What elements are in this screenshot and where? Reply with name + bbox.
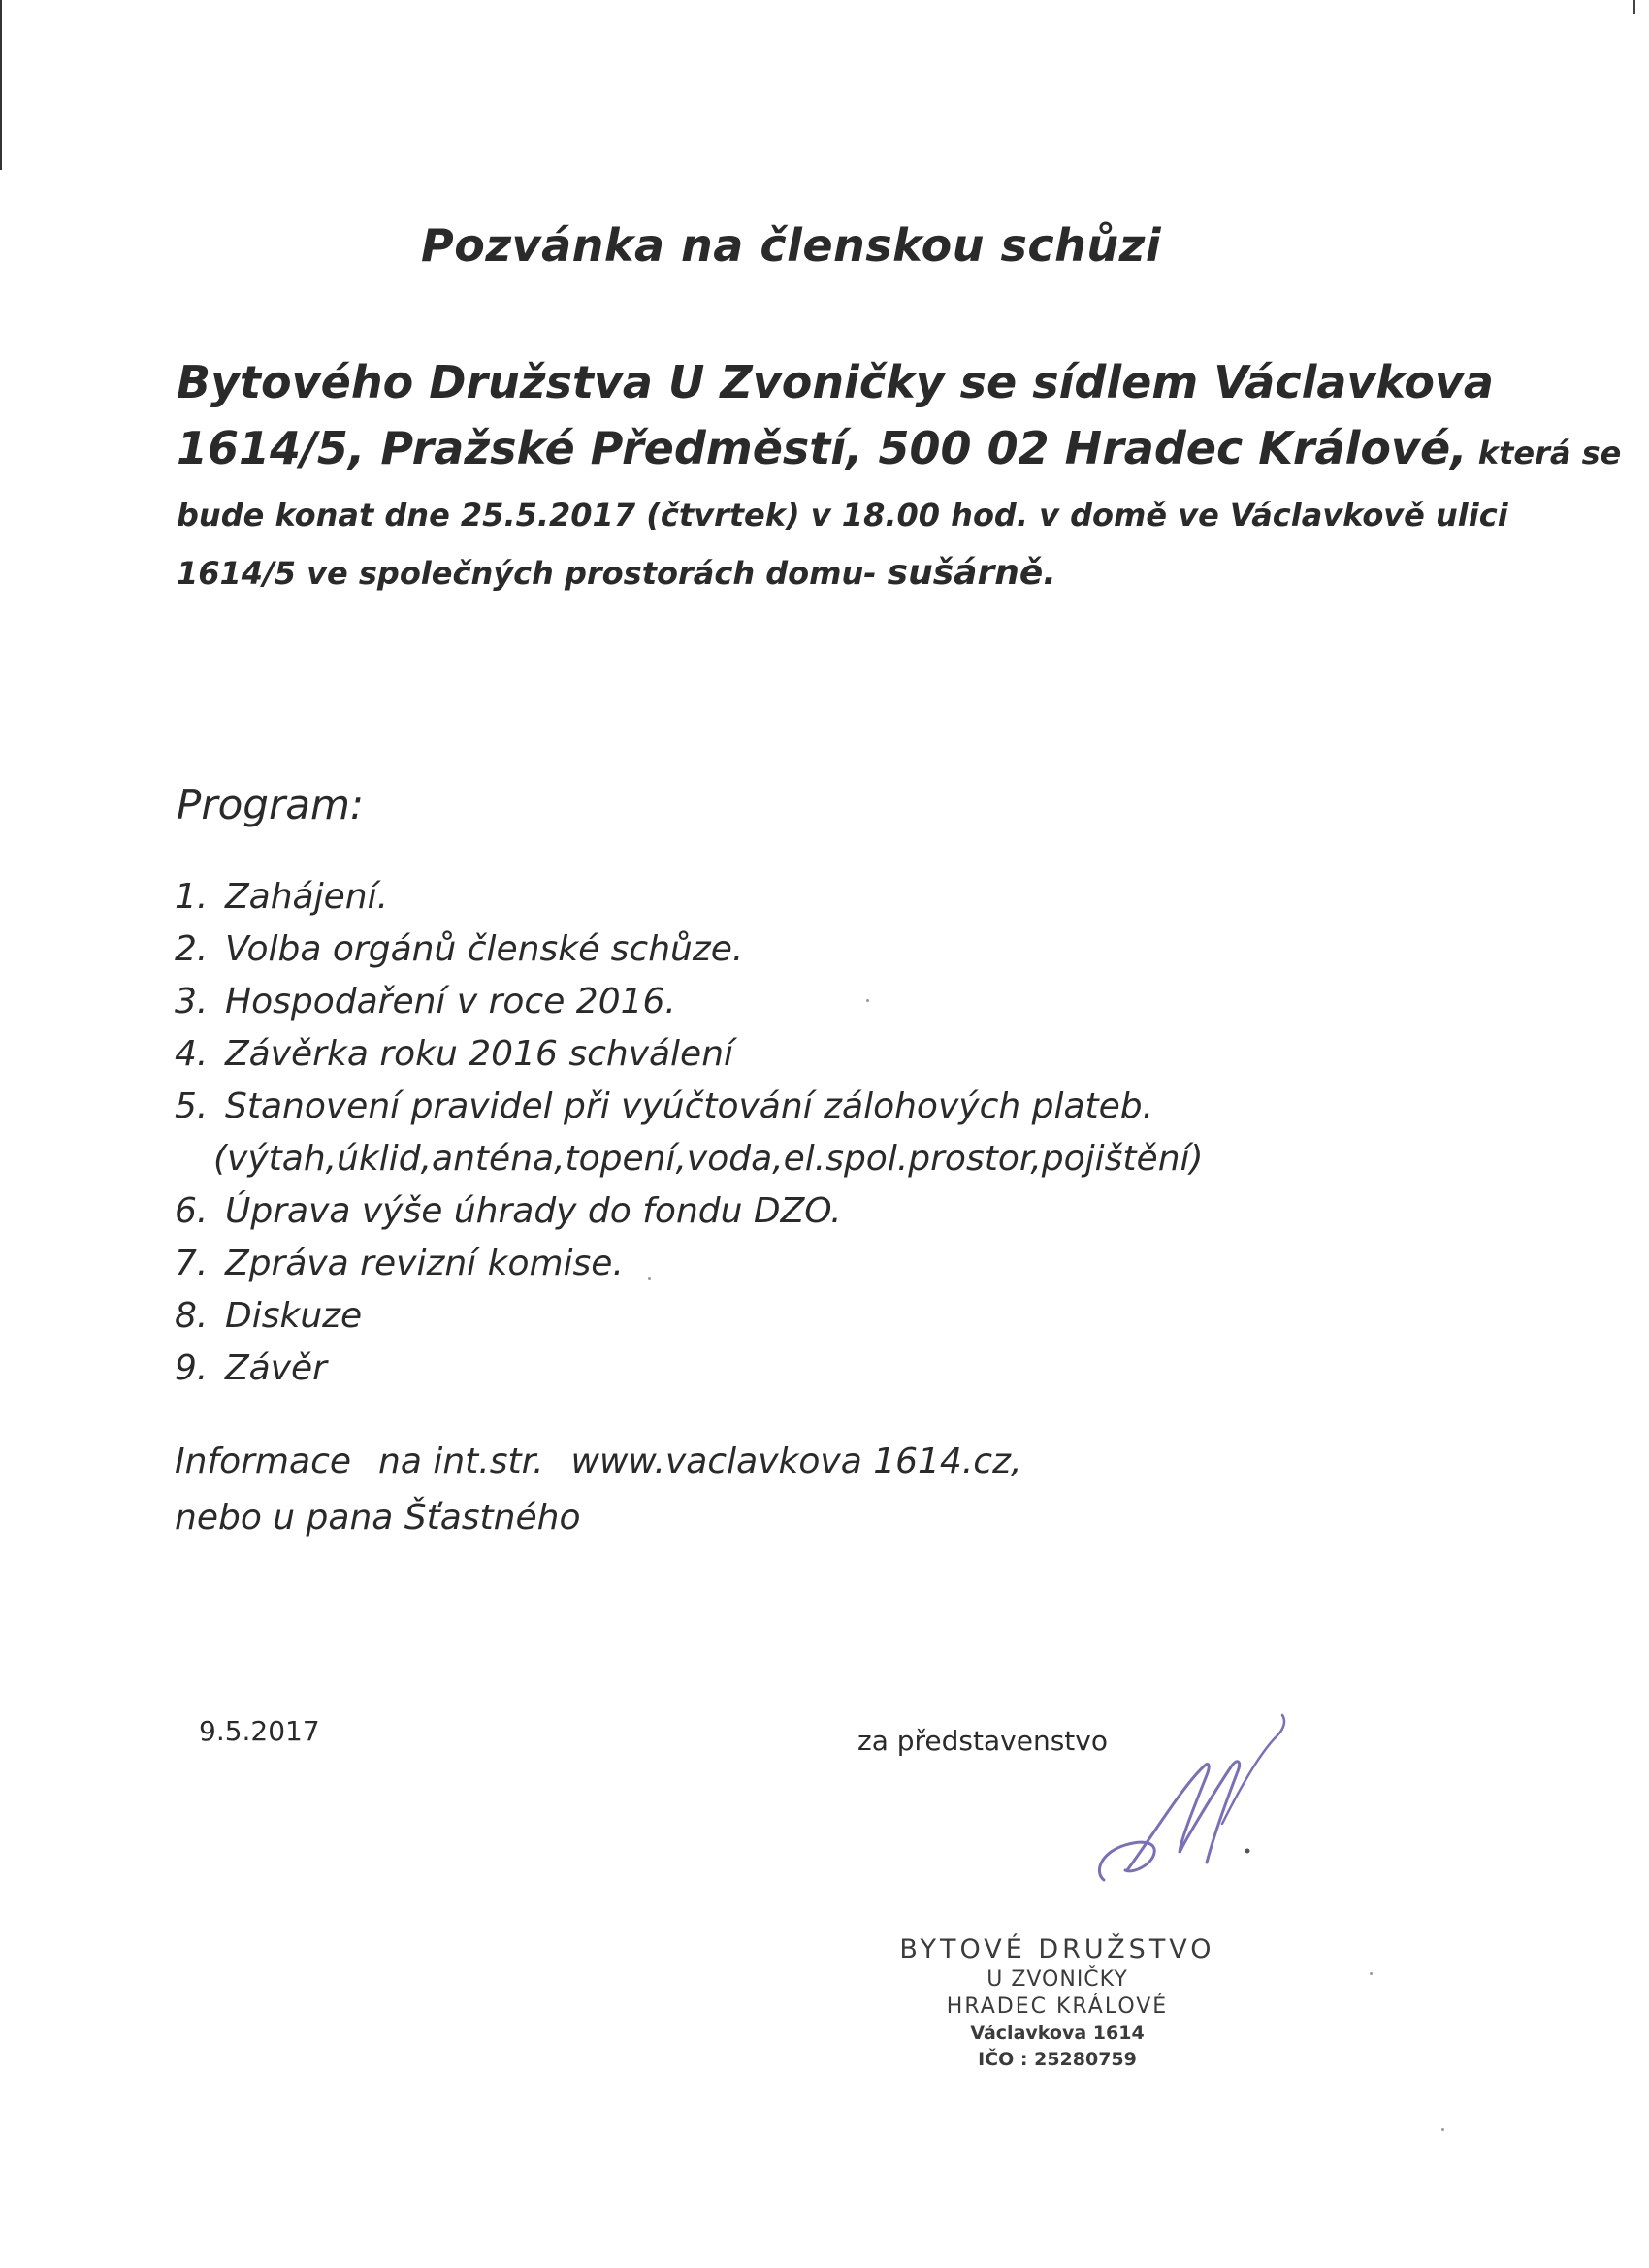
scan-speck [866,999,869,1002]
agenda-item-text: Závěr [225,1348,327,1388]
agenda-item-text: Úprava výše úhrady do fondu DZO. [225,1191,842,1231]
intro-line-4-text: 1614/5 ve společných prostorách domu- [177,555,888,592]
agenda-item-text: Stanovení pravidel při vyúčtování zálohových plateb. [225,1086,1154,1126]
stamp-line-3: HRADEC KRÁLOVÉ [946,1994,1169,2019]
info-where: na int.str. [378,1442,544,1481]
intro-line-4-room: sušárně. [887,553,1056,593]
agenda-item [175,923,1204,976]
agenda-item-number: 7. [175,1244,209,1283]
scan-speck [1370,1972,1373,1975]
intro-line-1: Bytového Družstva U Zvoničky se sídlem Václavkova [177,356,1494,408]
agenda-item-text: Zpráva revizní komise. [225,1244,624,1283]
agenda-item-number: 9. [175,1348,209,1388]
agenda-item-number: 5. [175,1086,209,1126]
agenda-item-number: 2. [175,929,209,969]
agenda-item [175,1290,1204,1343]
agenda-item [175,871,1204,923]
stamp-line-5: IČO : 25280759 [978,2049,1137,2070]
agenda-item [175,1185,1204,1238]
intro-line-3: bude konat dne 25.5.2017 (čtvrtek) v 18.00 hod. v domě ve Václavkově ulici [177,497,1508,534]
board-label: za představenstvo [857,1725,1108,1757]
info-url: www.vaclavkova 1614.cz, [570,1442,1022,1481]
info-line-2: nebo u pana Šťastného [175,1498,581,1538]
scan-edge-mark [1633,0,1635,14]
stamp-line-1: BYTOVÉ DRUŽSTVO [899,1934,1215,1964]
agenda-item [175,1343,1204,1395]
intro-line-2 [177,415,1622,486]
scan-speck [1441,2128,1444,2131]
intro-paragraph [177,349,1622,602]
info-block [175,1434,1021,1546]
agenda-item-number: 3. [175,982,209,1021]
agenda-list [175,871,1204,1395]
agenda-item-text: Závěrka roku 2016 schválení [225,1034,734,1074]
program-label: Program: [177,781,365,828]
agenda-item-text: Diskuze [225,1296,363,1336]
agenda-item [175,976,1204,1028]
agenda-item-number: 8. [175,1296,209,1336]
document-date: 9.5.2017 [199,1715,320,1747]
cooperative-stamp [834,1933,1280,2072]
document-title: Pozvánka na členskou schůzi [421,219,1162,272]
agenda-item-number: 6. [175,1191,209,1231]
agenda-item [175,1081,1204,1133]
signature-icon [1086,1707,1319,1901]
agenda-item-detail [175,1133,1204,1185]
info-label: Informace [175,1442,352,1481]
info-line-1 [175,1434,1021,1490]
agenda-item-text: Volba orgánů členské schůze. [225,929,744,969]
intro-line-2-tail: která se [1467,435,1622,471]
agenda-item-text: Hospodaření v roce 2016. [225,982,676,1021]
agenda-item-number: 1. [175,877,209,917]
agenda-item-text: Zahájení. [225,877,389,917]
agenda-item-detail-text: (výtah,úklid,anténa,topení,voda,el.spol.prostor,pojištění) [213,1139,1204,1179]
agenda-item [175,1238,1204,1290]
scan-speck [648,1277,651,1280]
stamp-line-4: Václavkova 1614 [970,2023,1145,2044]
agenda-item-number: 4. [175,1034,209,1074]
intro-line-2-address: 1614/5, Pražské Předměstí, 500 02 Hradec Králové, [177,422,1468,474]
stamp-line-2: U ZVONIČKY [986,1967,1128,1992]
intro-line-4 [177,544,1476,602]
scan-edge-line [0,0,2,170]
agenda-item [175,1028,1204,1081]
